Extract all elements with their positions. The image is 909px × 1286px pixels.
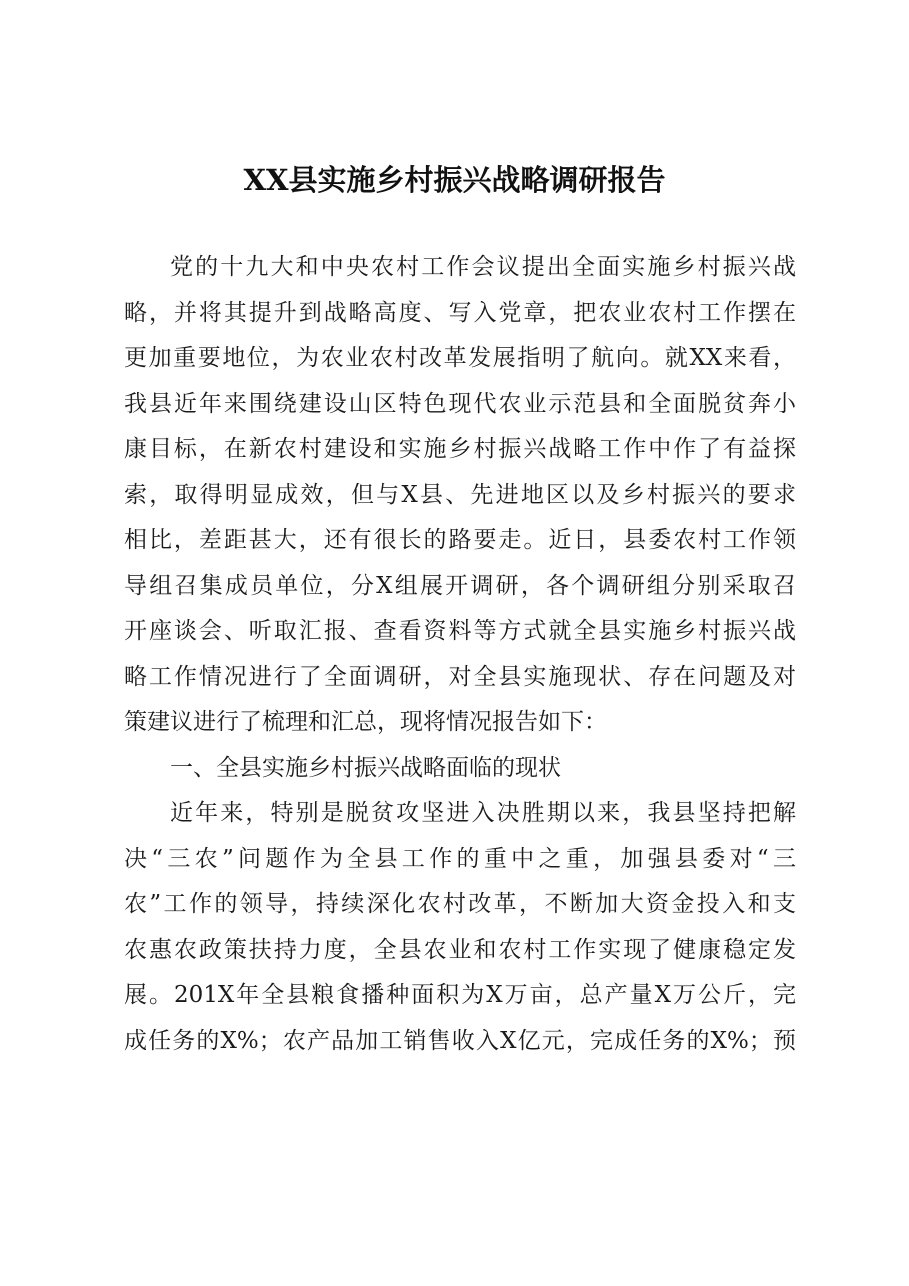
body-line: 康目标，在新农村建设和实施乡村振兴战略工作中作了有益探 [124, 436, 796, 462]
body-line: 开座谈会、听取汇报、查看资料等方式就全县实施乡村振兴战 [124, 618, 796, 644]
body-line: 近年来，特别是脱贫攻坚进入决胜期以来，我县坚持把解 [170, 800, 796, 826]
body-line: 一、全县实施乡村振兴战略面临的现状 [170, 754, 561, 781]
body-line: 党的十九大和中央农村工作会议提出全面实施乡村振兴战 [170, 254, 796, 280]
body-line: 农”工作的领导，持续深化农村改革，不断加大资金投入和支 [124, 891, 796, 917]
document-body [124, 245, 796, 1064]
body-line: 索，取得明显成效，但与X县、先进地区以及乡村振兴的要求 [124, 481, 796, 508]
body-line: 农惠农政策扶持力度，全县农业和农村工作实现了健康稳定发 [124, 936, 796, 963]
body-line: 导组召集成员单位，分X组展开调研，各个调研组分别采取召 [124, 572, 796, 599]
body-line: 更加重要地位，为农业农村改革发展指明了航向。就XX来看， [124, 345, 796, 371]
body-line: 展。201X年全县粮食播种面积为X万亩，总产量X万公斤，完 [124, 982, 796, 1008]
body-line: 成任务的X%；农产品加工销售收入X亿元，完成任务的X%；预 [124, 1027, 796, 1054]
body-line: 决“三农”问题作为全县工作的重中之重，加强县委对“三 [124, 845, 796, 872]
body-line: 略，并将其提升到战略高度、写入党章，把农业农村工作摆在 [124, 299, 796, 326]
body-line: 我县近年来围绕建设山区特色现代农业示范县和全面脱贫奔小 [124, 390, 796, 417]
body-line: 策建议进行了梳理和汇总，现将情况报告如下： [124, 709, 607, 735]
body-line: 略工作情况进行了全面调研，对全县实施现状、存在问题及对 [124, 663, 796, 690]
body-line: 相比，差距甚大，还有很长的路要走。近日，县委农村工作领 [124, 527, 796, 553]
document-title: XX县实施乡村振兴战略调研报告 [243, 163, 666, 197]
